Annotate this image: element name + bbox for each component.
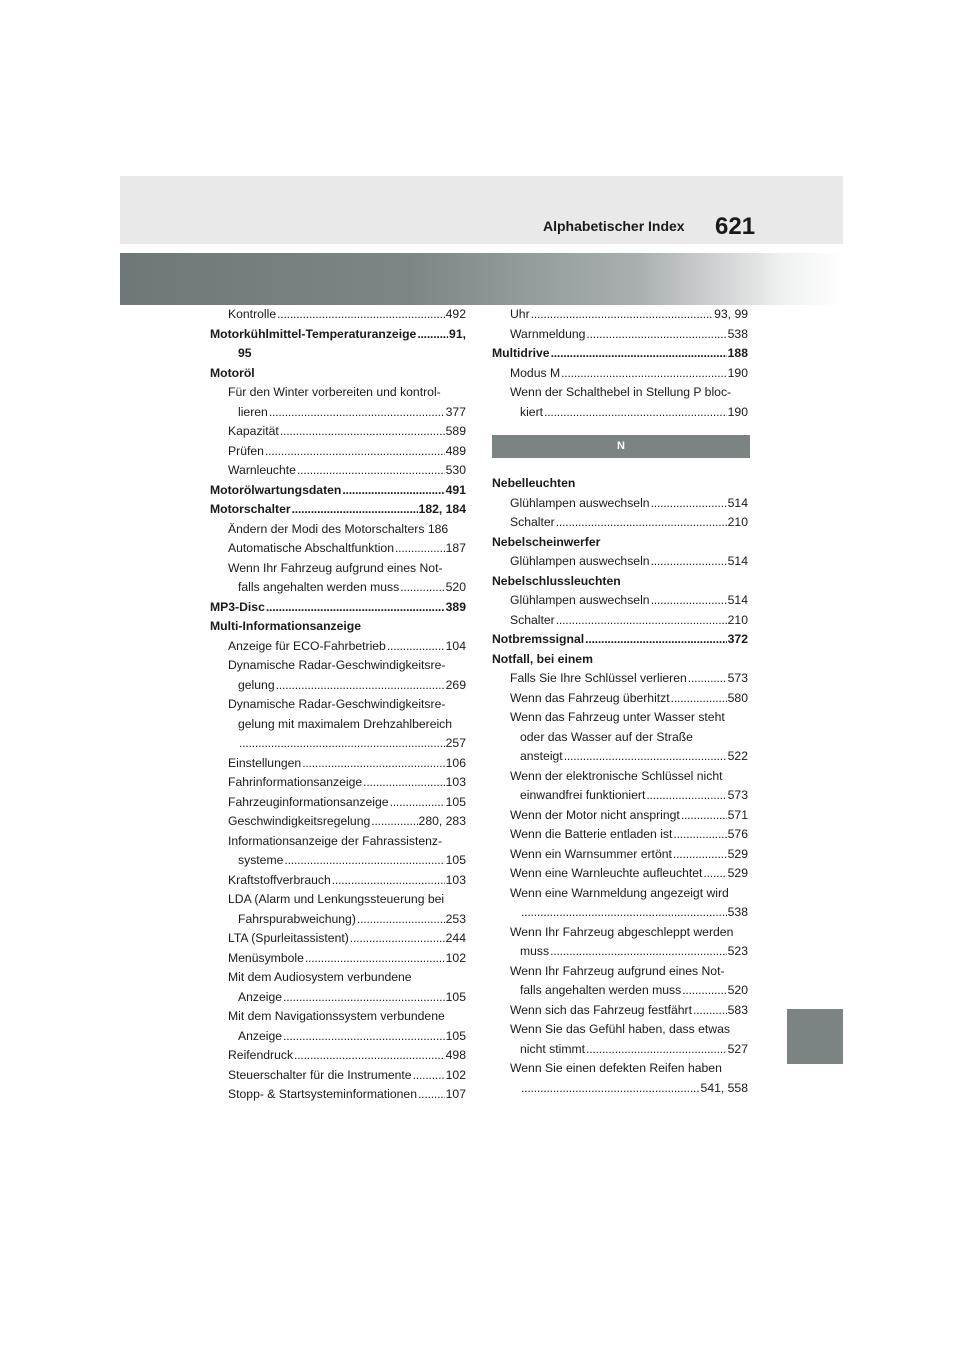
index-column-right — [492, 305, 748, 1098]
entry-page: 530 — [445, 463, 466, 477]
entry-term: kiert — [520, 404, 544, 419]
index-entry — [492, 383, 748, 403]
dot-leader — [651, 552, 727, 572]
dot-leader — [387, 637, 445, 657]
entry-page: 573 — [727, 788, 748, 802]
index-entry — [210, 812, 466, 832]
entry-term: Menüsymbole — [228, 950, 304, 965]
entry-term: Kontrolle — [228, 307, 277, 321]
entry-term: Fahrzeuginformationsanzeige — [228, 794, 389, 809]
entry-page: 389 — [445, 599, 466, 614]
entry-page: 529 — [727, 866, 748, 880]
index-entry — [492, 689, 748, 709]
index-entry — [492, 572, 748, 592]
dot-leader — [350, 929, 445, 949]
entry-term: Dynamische Radar-Geschwindigkeitsre- — [228, 697, 446, 711]
entry-term: Mit dem Navigationssystem verbundene — [228, 1009, 445, 1023]
entry-page: 187 — [445, 541, 466, 555]
index-entry — [210, 539, 466, 559]
index-entry — [210, 481, 466, 501]
entry-term: Multi-Informationsanzeige — [210, 619, 361, 633]
index-entry — [210, 695, 466, 715]
dot-leader — [651, 591, 727, 611]
index-entry — [210, 890, 466, 910]
index-entry — [492, 591, 748, 611]
dot-leader — [418, 1085, 445, 1105]
dot-leader — [586, 325, 726, 345]
dot-leader — [292, 500, 418, 520]
index-entry — [492, 845, 748, 865]
index-entry — [492, 942, 748, 962]
entry-page: 105 — [445, 1028, 466, 1043]
index-entry — [492, 1079, 748, 1099]
index-entry — [492, 962, 748, 982]
index-entry — [492, 728, 748, 748]
entry-page: 580 — [727, 690, 748, 705]
dot-leader — [305, 949, 445, 969]
entry-term: LDA (Alarm und Lenkungssteuerung bei — [228, 892, 445, 906]
index-entry — [210, 715, 466, 735]
entry-term: gelung — [238, 677, 275, 692]
entry-page: 538 — [727, 905, 748, 919]
index-entry — [210, 617, 466, 637]
index-entry — [210, 910, 466, 930]
index-entry — [492, 494, 748, 514]
dot-leader — [673, 845, 727, 865]
index-entry — [210, 305, 466, 325]
index-entry — [492, 533, 748, 553]
index-entry — [210, 656, 466, 676]
entry-term: Warnleuchte — [228, 463, 296, 477]
entry-page: 280, 283 — [418, 814, 466, 828]
index-entry — [492, 1040, 748, 1060]
index-entry — [210, 773, 466, 793]
dot-leader — [556, 611, 727, 631]
entry-term: muss — [520, 944, 550, 958]
index-entry — [210, 676, 466, 696]
entry-page: 244 — [445, 931, 466, 945]
entry-page: 106 — [445, 755, 466, 770]
index-entry — [492, 903, 748, 923]
entry-term: Nebelschlussleuchten — [492, 573, 621, 588]
entry-term: Steuerschalter für die Instrumente — [228, 1067, 412, 1082]
entry-term: Falls Sie Ihre Schlüssel verlieren — [510, 671, 687, 685]
entry-page: 529 — [727, 846, 748, 861]
index-entry — [210, 578, 466, 598]
index-entry — [210, 754, 466, 774]
entry-page: 269 — [445, 677, 466, 692]
index-entry — [492, 923, 748, 943]
entry-term: Anzeige — [238, 1028, 283, 1043]
dot-leader — [413, 1066, 445, 1086]
entry-page: 514 — [727, 593, 748, 607]
entry-page: 377 — [445, 404, 466, 419]
dot-leader — [556, 513, 727, 533]
entry-term: Wenn Sie einen defekten Reifen haben — [510, 1061, 722, 1075]
entry-page: 527 — [727, 1041, 748, 1056]
entry-page: 105 — [445, 853, 466, 867]
dot-leader — [671, 689, 727, 709]
dot-leader — [400, 578, 444, 598]
index-entry — [492, 611, 748, 631]
dot-leader — [266, 598, 445, 618]
entry-page: 102 — [445, 1067, 466, 1082]
dot-leader — [357, 910, 445, 930]
dot-leader — [265, 442, 445, 462]
index-entry — [210, 734, 466, 754]
dot-leader — [297, 461, 445, 481]
entry-page: 583 — [727, 1002, 748, 1017]
index-entry — [210, 559, 466, 579]
entry-page: 520 — [445, 580, 466, 594]
entry-page: 93, 99 — [714, 307, 748, 321]
dot-leader — [284, 851, 444, 871]
entry-term: Motorkühlmittel-Temperaturanzeige — [210, 326, 417, 341]
entry-term: Notbremssignal — [492, 632, 585, 646]
entry-page: 91, — [449, 326, 466, 341]
dot-leader — [586, 1040, 727, 1060]
entry-term: Wenn sich das Fahrzeug festfährt — [510, 1002, 693, 1017]
entry-term: Einstellungen — [228, 755, 302, 770]
index-entry — [210, 871, 466, 891]
index-entry — [210, 1066, 466, 1086]
index-entry — [492, 630, 748, 650]
entry-term: Multidrive — [492, 346, 550, 360]
index-entry — [210, 929, 466, 949]
entry-page: 188 — [727, 346, 748, 360]
index-entry — [492, 305, 748, 325]
entry-term: Nebelleuchten — [492, 476, 576, 490]
dot-leader — [550, 942, 727, 962]
index-entry — [492, 474, 748, 494]
index-entry — [492, 747, 748, 767]
entry-term: Fahrinformationsanzeige — [228, 775, 363, 789]
index-entry — [492, 767, 748, 787]
entry-page: 514 — [727, 495, 748, 510]
entry-term: Modus M — [510, 365, 561, 380]
index-entry — [210, 383, 466, 403]
entry-page: 589 — [445, 424, 466, 438]
entry-page: 538 — [727, 326, 748, 341]
entry-term: Kraftstoffverbrauch — [228, 872, 331, 887]
letter-heading: N — [492, 435, 750, 458]
entry-term: falls angehalten werden muss — [238, 580, 400, 594]
entry-term: Kapazität — [228, 424, 279, 438]
entry-term: Automatische Abschaltfunktion — [228, 541, 394, 555]
entry-term: Notfall, bei einem — [492, 651, 593, 666]
page-number: 621 — [715, 213, 756, 240]
entry-term: MP3-Disc — [210, 599, 265, 614]
entry-term: Uhr — [510, 307, 530, 321]
index-entry — [492, 344, 748, 364]
index-entry — [492, 825, 748, 845]
dot-leader — [693, 1001, 727, 1021]
dot-leader — [395, 539, 445, 559]
entry-page: 498 — [445, 1048, 466, 1062]
entry-term: Wenn Ihr Fahrzeug aufgrund eines Not- — [510, 963, 725, 978]
index-entry — [210, 442, 466, 462]
dot-leader — [585, 630, 727, 650]
entry-term: Motoröl — [210, 365, 255, 380]
dot-leader — [390, 793, 445, 813]
dot-leader — [283, 1027, 445, 1047]
index-entry — [210, 851, 466, 871]
entry-term: Glühlampen auswechseln — [510, 554, 650, 568]
index-entry — [492, 403, 748, 423]
entry-page: 105 — [445, 989, 466, 1004]
entry-term: Motorölwartungsdaten — [210, 482, 342, 497]
dot-leader — [294, 1046, 445, 1066]
dot-leader — [239, 734, 445, 754]
entry-term: Wenn eine Warnleuchte aufleuchtet — [510, 866, 703, 880]
entry-term: Anzeige für ECO-Fahrbetrieb — [228, 638, 386, 653]
entry-term: Schalter — [510, 515, 555, 529]
dot-leader — [280, 422, 445, 442]
entry-term: Wenn Ihr Fahrzeug abgeschleppt werden — [510, 924, 734, 939]
index-column-left — [210, 305, 466, 1105]
index-entry — [492, 669, 748, 689]
index-entry — [492, 650, 748, 670]
entry-term: Glühlampen auswechseln — [510, 593, 650, 607]
entry-page: 522 — [727, 749, 748, 763]
entry-page: 190 — [727, 404, 748, 419]
index-entry — [492, 1059, 748, 1079]
entry-term: Nebelscheinwerfer — [492, 534, 601, 549]
entry-term: Geschwindigkeitsregelung — [228, 814, 371, 828]
entry-term: Wenn der Schalthebel in Stellung P bloc- — [510, 385, 732, 399]
entry-page: 190 — [727, 365, 748, 380]
dot-leader — [681, 806, 727, 826]
index-entry — [492, 513, 748, 533]
thumb-index-tab — [787, 1009, 843, 1064]
entry-page: 103 — [445, 872, 466, 887]
entry-term: Reifendruck — [228, 1048, 294, 1062]
entry-page: 489 — [445, 443, 466, 458]
dot-leader — [646, 786, 726, 806]
index-entry — [210, 325, 466, 345]
entry-term: Warnmeldung — [510, 326, 586, 341]
index-entry — [210, 1027, 466, 1047]
entry-term: Wenn Sie das Gefühl haben, dass etwas — [510, 1022, 730, 1036]
dot-leader — [276, 676, 445, 696]
entry-page: 514 — [727, 554, 748, 568]
entry-page: 492 — [445, 307, 466, 321]
index-entry — [492, 364, 748, 384]
entry-page: 103 — [445, 775, 466, 789]
index-entry — [492, 884, 748, 904]
dot-leader — [688, 669, 727, 689]
dot-leader — [363, 773, 445, 793]
entry-term: Motorschalter — [210, 502, 291, 516]
index-entry — [492, 552, 748, 572]
index-entry — [210, 422, 466, 442]
dot-leader — [564, 747, 727, 767]
entry-term: Wenn Ihr Fahrzeug aufgrund eines Not- — [228, 560, 443, 575]
dot-leader — [283, 988, 445, 1008]
entry-page: 210 — [727, 515, 748, 529]
entry-term: Für den Winter vorbereiten und kontrol- — [228, 385, 441, 399]
entry-term: falls angehalten werden muss — [520, 983, 682, 997]
entry-term: Wenn der Motor nicht anspringt — [510, 807, 680, 822]
entry-term: ansteigt — [520, 749, 563, 763]
index-group-n — [492, 474, 748, 1098]
index-entry — [492, 806, 748, 826]
index-entry — [210, 598, 466, 618]
index-entry — [492, 1001, 748, 1021]
dot-leader — [332, 871, 445, 891]
entry-page: 107 — [445, 1087, 466, 1101]
chapter-band — [120, 253, 843, 305]
entry-term: Glühlampen auswechseln — [510, 495, 650, 510]
entry-page: 257 — [445, 736, 466, 750]
entry-term: Ändern der Modi des Motorschalters 186 — [228, 521, 449, 536]
dot-leader — [703, 864, 726, 884]
index-entry — [210, 1046, 466, 1066]
index-entry — [492, 786, 748, 806]
entry-term: Anzeige — [238, 989, 283, 1004]
entry-term: Wenn ein Warnsummer ertönt — [510, 846, 672, 861]
index-entry — [492, 1020, 748, 1040]
entry-page: 372 — [727, 632, 748, 646]
index-entry — [210, 461, 466, 481]
entry-term: Wenn das Fahrzeug unter Wasser steht — [510, 710, 725, 724]
dot-leader — [371, 812, 417, 832]
index-entry — [210, 949, 466, 969]
index-group-top — [492, 305, 748, 422]
index-entry — [210, 968, 466, 988]
index-entry — [210, 793, 466, 813]
entry-page: 541, 558 — [700, 1080, 748, 1095]
dot-leader — [651, 494, 727, 514]
entry-term: Prüfen — [228, 443, 264, 458]
entry-page: 104 — [445, 638, 466, 653]
index-entry — [492, 325, 748, 345]
entry-term: lieren — [238, 404, 268, 419]
entry-page: 571 — [727, 807, 748, 822]
entry-term: systeme — [238, 853, 284, 867]
entry-page: 253 — [445, 911, 466, 926]
entry-term: gelung mit maximalem Drehzahlbereich — [238, 716, 453, 731]
entry-page: 210 — [727, 612, 748, 627]
entry-term: Stopp- & Startsysteminformationen — [228, 1087, 417, 1101]
index-entry — [210, 832, 466, 852]
dot-leader — [342, 481, 444, 501]
index-entry — [492, 708, 748, 728]
entry-page: 576 — [727, 827, 748, 841]
index-entry — [210, 637, 466, 657]
dot-leader — [521, 903, 727, 923]
index-entry — [210, 988, 466, 1008]
entry-page: 491 — [445, 482, 466, 497]
entry-page: 105 — [445, 794, 466, 809]
index-entry — [210, 1085, 466, 1105]
entry-term: Wenn die Batterie entladen ist — [510, 827, 673, 841]
index-entry — [492, 981, 748, 1001]
entry-term: nicht stimmt — [520, 1041, 586, 1056]
dot-leader — [302, 754, 444, 774]
entry-term: Wenn eine Warnmeldung angezeigt wird — [510, 885, 729, 900]
dot-leader — [682, 981, 726, 1001]
index-entry — [492, 864, 748, 884]
entry-term: Informationsanzeige der Fahrassistenz- — [228, 833, 443, 848]
dot-leader — [269, 403, 445, 423]
section-title: Alphabetischer Index — [543, 218, 685, 234]
dot-leader — [417, 325, 448, 345]
entry-term: Fahrspurabweichung) — [238, 911, 356, 926]
entry-term: Dynamische Radar-Geschwindigkeitsre- — [228, 658, 446, 672]
index-entry — [210, 500, 466, 520]
dot-leader — [277, 305, 445, 325]
entry-term: oder das Wasser auf der Straße — [520, 729, 693, 744]
entry-term: Wenn der elektronische Schlüssel nicht — [510, 768, 723, 783]
dot-leader — [551, 344, 727, 364]
index-entry — [210, 364, 466, 384]
index-entry — [210, 520, 466, 540]
entry-page: 523 — [727, 944, 748, 958]
dot-leader — [544, 403, 727, 423]
entry-term: einwandfrei funktioniert — [520, 788, 646, 802]
index-entry — [210, 1007, 466, 1027]
entry-term: Mit dem Audiosystem verbundene — [228, 970, 412, 984]
dot-leader — [531, 305, 713, 325]
entry-term: Schalter — [510, 612, 555, 627]
dot-leader — [673, 825, 726, 845]
entry-page: 182, 184 — [418, 502, 466, 516]
entry-page: 573 — [727, 671, 748, 685]
dot-leader — [521, 1079, 700, 1099]
entry-term: LTA (Spurleitassistent) — [228, 931, 349, 945]
entry-page-continued: 95 — [238, 346, 252, 360]
index-entry — [210, 403, 466, 423]
dot-leader — [561, 364, 727, 384]
entry-page: 520 — [727, 983, 748, 997]
entry-term: Wenn das Fahrzeug überhitzt — [510, 690, 670, 705]
entry-page: 102 — [445, 950, 466, 965]
